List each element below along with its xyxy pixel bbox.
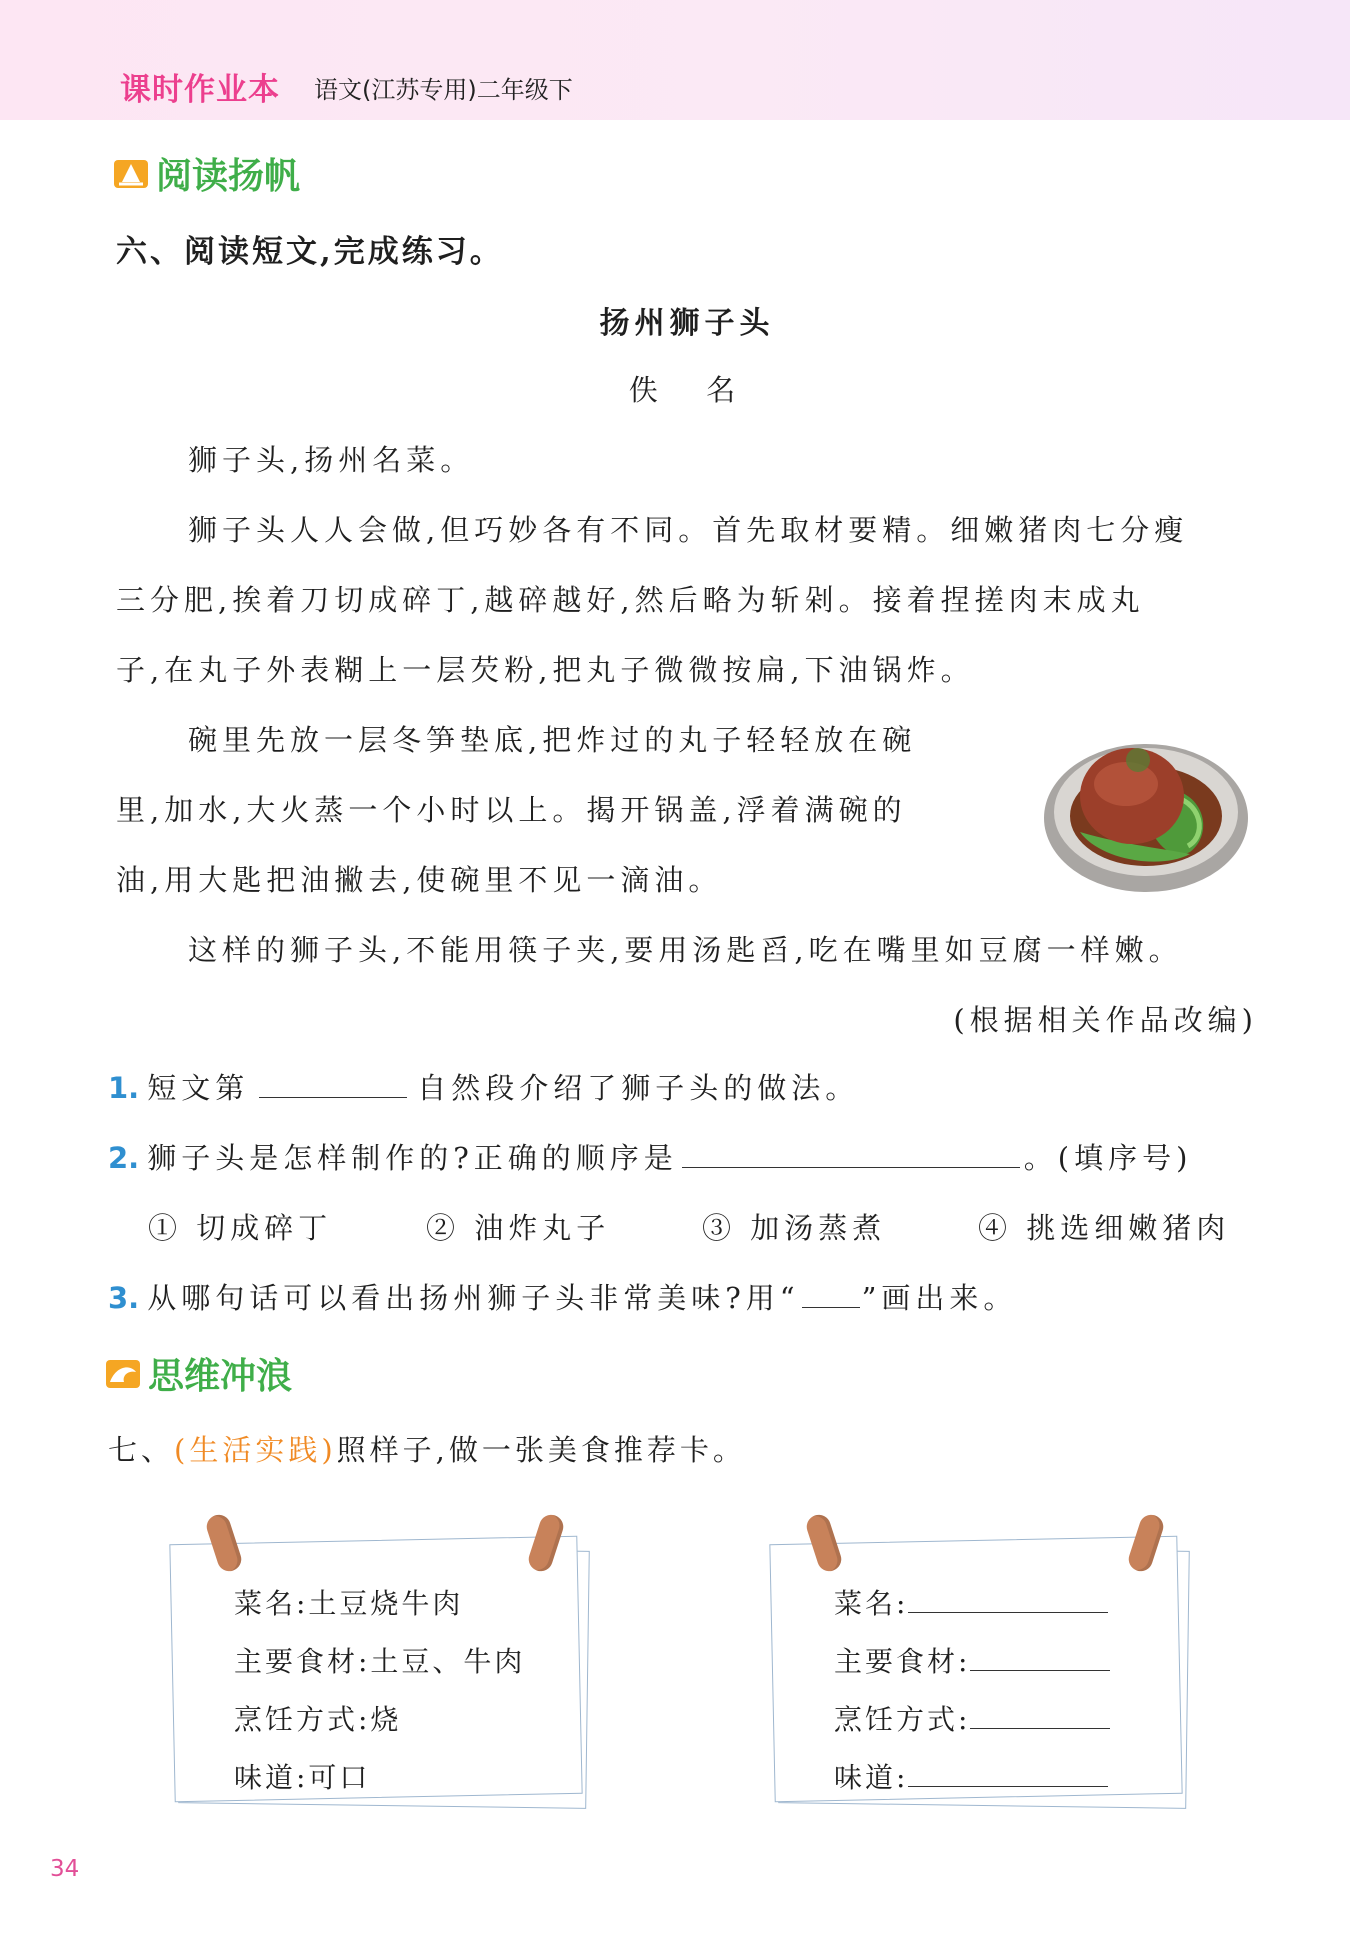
article-source: (根据相关作品改编) xyxy=(953,1003,1258,1037)
question-text-after: 。(填序号) xyxy=(1023,1141,1193,1175)
question-text-before: 从哪句话可以看出扬州狮子头非常美味?用“ xyxy=(147,1281,800,1315)
card-line-name: 菜名: xyxy=(834,1582,1108,1622)
question-number: 3. xyxy=(108,1281,140,1315)
question-2 xyxy=(108,1136,1192,1177)
article-author: 佚 名 xyxy=(628,373,746,407)
question-number: 1. xyxy=(108,1071,140,1105)
paragraph-line-7: 油,用大匙把油撇去,使碗里不见一滴油。 xyxy=(116,863,723,897)
sample-food-card xyxy=(168,1520,586,1792)
card-line-method: 烹饪方式: xyxy=(834,1698,1110,1738)
question-7-title xyxy=(108,1428,746,1469)
article-title: 扬州狮子头 xyxy=(599,306,775,341)
fill-blank-ingredients[interactable] xyxy=(970,1646,1110,1671)
paragraph-line-2: 狮子头人人会做,但巧妙各有不同。首先取材要精。细嫩猪肉七分瘦 xyxy=(188,513,1189,547)
question-text-after: 自然段介绍了狮子头的做法。 xyxy=(417,1071,860,1105)
card-line-name: 菜名:土豆烧牛肉 xyxy=(234,1587,464,1620)
fill-blank-method[interactable] xyxy=(970,1704,1110,1729)
question-7-text: 照样子,做一张美食推荐卡。 xyxy=(336,1433,746,1467)
lion-head-dish-illustration xyxy=(1040,720,1252,896)
option-4: ④ 挑选细嫩猪肉 xyxy=(978,1211,1231,1245)
section-title: 阅读扬帆 xyxy=(156,156,301,197)
question-number: 2. xyxy=(108,1141,140,1175)
underline-sample xyxy=(802,1283,860,1308)
question-text-before: 狮子头是怎样制作的?正确的顺序是 xyxy=(147,1141,678,1175)
answer-blank-1[interactable] xyxy=(259,1073,407,1098)
sail-icon xyxy=(114,158,148,190)
card-line-method: 烹饪方式:烧 xyxy=(234,1703,402,1736)
page-number: 34 xyxy=(50,1856,80,1882)
wave-icon xyxy=(106,1358,140,1390)
card-line-taste: 味道: xyxy=(834,1756,1108,1796)
card-line-ingredients: 主要食材:土豆、牛肉 xyxy=(234,1645,526,1678)
section-title: 思维冲浪 xyxy=(148,1356,293,1397)
section-heading-thinking xyxy=(106,1348,292,1399)
card-line-taste: 味道:可口 xyxy=(234,1761,371,1794)
question-6-title: 六、阅读短文,完成练习。 xyxy=(116,234,504,270)
option-3: ③ 加汤蒸煮 xyxy=(702,1211,887,1245)
paragraph-line-6: 里,加水,大火蒸一个小时以上。揭开锅盖,浮着满碗的 xyxy=(116,793,907,827)
question-7-tag: (生活实践) xyxy=(174,1433,337,1467)
question-1 xyxy=(108,1066,859,1107)
paragraph-line-8: 这样的狮子头,不能用筷子夹,要用汤匙舀,吃在嘴里如豆腐一样嫩。 xyxy=(188,933,1183,967)
book-subject: 语文(江苏专用)二年级下 xyxy=(314,76,573,104)
option-1: ① 切成碎丁 xyxy=(148,1211,333,1245)
card-line-ingredients: 主要食材: xyxy=(834,1640,1110,1680)
fill-blank-taste[interactable] xyxy=(908,1762,1108,1787)
blank-food-card xyxy=(768,1520,1186,1792)
answer-blank-2[interactable] xyxy=(682,1143,1020,1168)
question-3 xyxy=(108,1276,1017,1317)
fill-blank-name[interactable] xyxy=(908,1588,1108,1613)
paragraph-line-4: 子,在丸子外表糊上一层芡粉,把丸子微微按扁,下油锅炸。 xyxy=(116,653,975,687)
paragraph-line-5: 碗里先放一层冬笋垫底,把炸过的丸子轻轻放在碗 xyxy=(188,723,917,757)
question-text-after: ”画出来。 xyxy=(861,1281,1018,1315)
section-heading-reading xyxy=(114,148,300,199)
page-header xyxy=(0,0,1350,120)
question-text-before: 短文第 xyxy=(147,1071,250,1105)
book-brand: 课时作业本 xyxy=(120,72,280,108)
option-2: ② 油炸丸子 xyxy=(426,1211,611,1245)
question-7-prefix: 七、 xyxy=(108,1433,175,1467)
paragraph-line-3: 三分肥,挨着刀切成碎丁,越碎越好,然后略为斩剁。接着捏搓肉末成丸 xyxy=(116,583,1145,617)
paragraph-line-1: 狮子头,扬州名菜。 xyxy=(188,443,475,477)
